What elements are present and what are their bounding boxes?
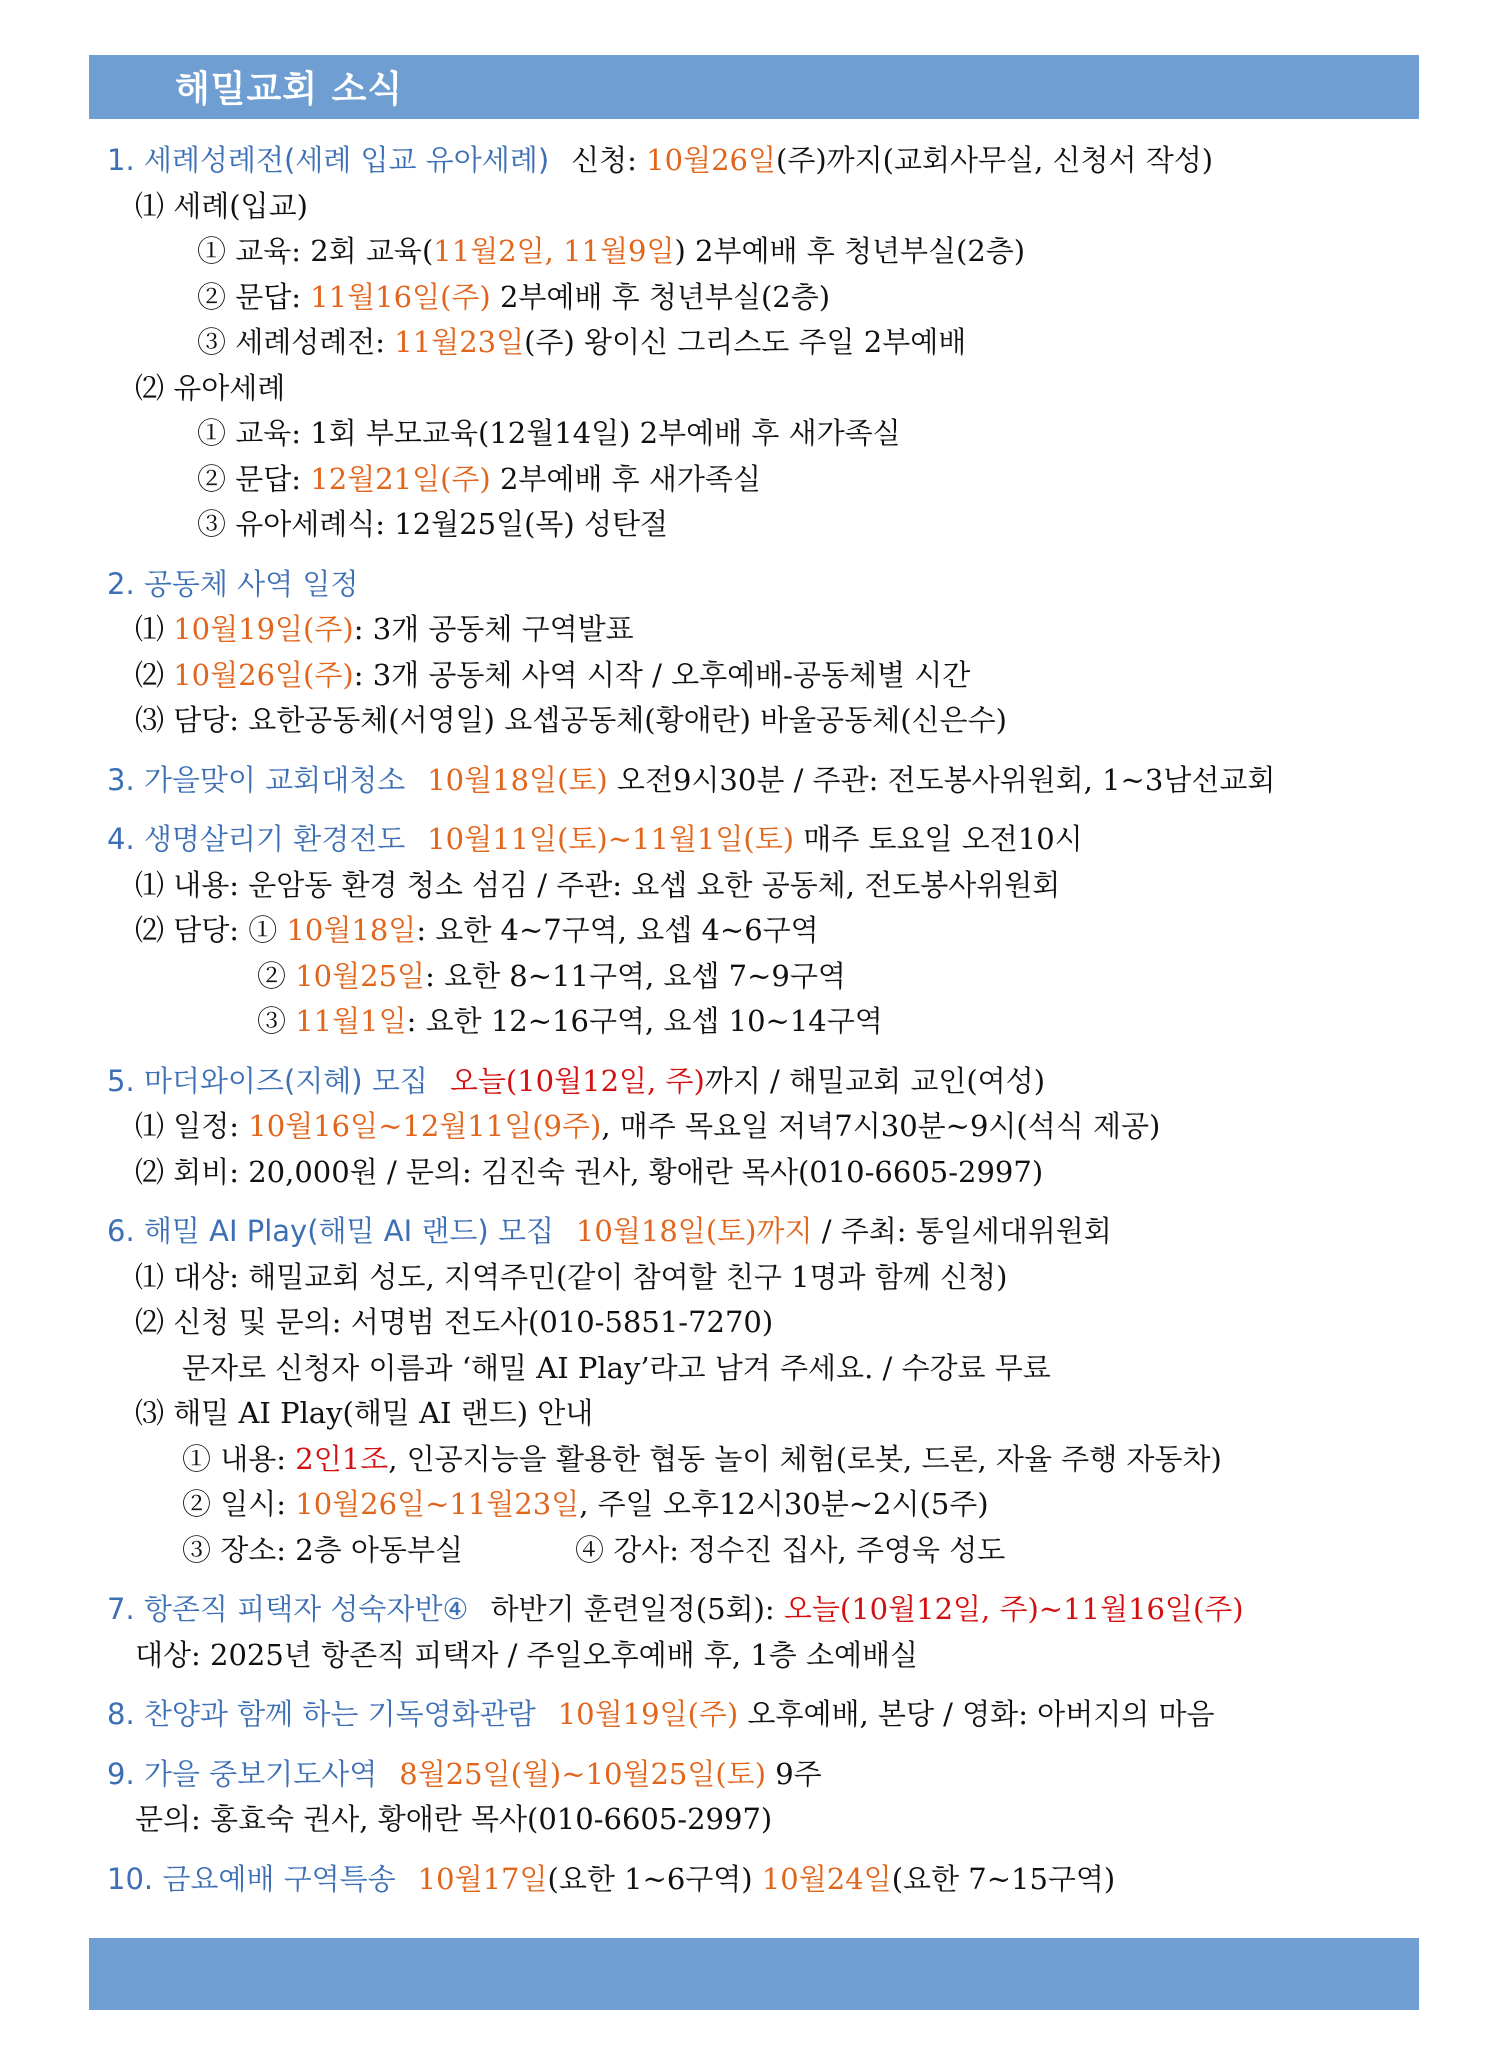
list-item: ⑶ 해밀 AI Play(해밀 AI 랜드) 안내 [135,1396,594,1430]
list-item: ① 내용: 2인1조, 인공지능을 활용한 협동 놀이 체험(로봇, 드론, 자율 주행 자동차) [182,1441,1222,1476]
notice-section-8 [107,1692,1407,1738]
list-item: ⑴ 10월19일(주): 3개 공동체 구역발표 [135,612,634,646]
notice-section-4 [107,817,1407,1045]
section-heading: 5. 마더와이즈(지혜) 모집 오늘(10월12일, 주)까지 / 해밀교회 교인(여성) [107,1063,1046,1098]
list-item: ② 일시: 10월26일~11월23일, 주일 오후12시30분~2시(5주) [182,1487,989,1521]
section-heading: 8. 찬양과 함께 하는 기독영화관람 10월19일(주) 오후예배, 본당 / 영화: 아버지의 마음 [107,1697,1215,1731]
list-item: ⑵ 회비: 20,000원 / 문의: 김진숙 권사, 황애란 목사(010-6605-2997) [135,1154,1044,1189]
list-item: ⑴ 대상: 해밀교회 성도, 지역주민(같이 참여할 친구 1명과 함께 신청) [135,1259,1008,1294]
list-item: ⑶ 담당: 요한공동체(서영일) 요셉공동체(황애란) 바울공동체(신은수) [135,703,1007,737]
page-title: 해밀교회 소식 [175,69,404,110]
list-item: ① 교육: 1회 부모교육(12월14일) 2부예배 후 새가족실 [197,416,901,450]
notice-section-10 [107,1857,1407,1903]
list-item: ③ 장소: 2층 아동부실 ④ 강사: 정수진 집사, 주영욱 성도 [182,1532,1006,1567]
footer-bar [89,1938,1419,2010]
list-item: ③ 유아세례식: 12월25일(목) 성탄절 [197,507,669,541]
list-item: ⑵ 10월26일(주): 3개 공동체 사역 시작 / 오후예배-공동체별 시간 [135,657,971,692]
list-item: 문의: 홍효숙 권사, 황애란 목사(010-6605-2997) [135,1802,773,1836]
notice-section-7 [107,1587,1407,1678]
sub-heading: ⑵ 유아세례 [135,370,286,405]
list-item: ② 문답: 12월21일(주) 2부예배 후 새가족실 [197,461,761,496]
section-heading: 3. 가을맞이 교회대청소 10월18일(토) 오전9시30분 / 주관: 전도봉사위원회, 1~3남선교회 [107,762,1276,797]
notice-section-1 [107,138,1407,548]
list-item: ⑴ 내용: 운암동 환경 청소 섬김 / 주관: 요셉 요한 공동체, 전도봉사위원회 [135,867,1061,902]
section-heading: 9. 가을 중보기도사역 8월25일(월)~10월25일(토) 9주 [107,1756,822,1791]
notice-section-9 [107,1752,1407,1843]
section-heading: 2. 공동체 사역 일정 [107,566,359,601]
list-item: 문자로 신청자 이름과 ‘해밀 AI Play’라고 남겨 주세요. / 수강료 무료 [182,1350,1051,1385]
header-bar [89,55,1419,119]
section-heading: 7. 항존직 피택자 성숙자반④ 하반기 훈련일정(5회): 오늘(10월12일, 주)~11월16일(주) [107,1592,1244,1626]
list-item: ⑵ 신청 및 문의: 서명범 전도사(010-5851-7270) [135,1305,774,1339]
list-item: ⑴ 일정: 10월16일~12월11일(9주), 매주 목요일 저녁7시30분~9시(석식 제공) [135,1109,1161,1143]
list-item: ③ 세례성례전: 11월23일(주) 왕이신 그리스도 주일 2부예배 [197,325,967,359]
list-item: ② 문답: 11월16일(주) 2부예배 후 청년부실(2층) [197,279,831,314]
notice-section-2 [107,562,1407,744]
notice-section-3 [107,758,1407,804]
sub-heading: ⑴ 세례(입교) [135,188,308,223]
list-item: ⑵ 담당: ① 10월18일: 요한 4~7구역, 요셉 4~6구역 [135,913,819,947]
notice-list [107,138,1407,1916]
section-heading: 10. 금요예배 구역특송 10월17일(요한 1~6구역) 10월24일(요한 7~15구역) [107,1861,1116,1896]
list-item: ③ 11월1일: 요한 12~16구역, 요셉 10~14구역 [257,1004,883,1038]
list-item: ① 교육: 2회 교육(11월2일, 11월9일) 2부예배 후 청년부실(2층) [197,234,1026,268]
notice-section-6 [107,1209,1407,1573]
section-heading: 1. 세례성례전(세례 입교 유아세례) 신청: 10월26일(주)까지(교회사무실, 신청서 작성) [107,143,1214,177]
section-heading: 6. 해밀 AI Play(해밀 AI 랜드) 모집 10월18일(토)까지 / 주최: 통일세대위원회 [107,1214,1112,1248]
list-item: 대상: 2025년 항존직 피택자 / 주일오후예배 후, 1층 소예배실 [135,1637,919,1672]
section-heading: 4. 생명살리기 환경전도 10월11일(토)~11월1일(토) 매주 토요일 오전10시 [107,822,1083,856]
list-item: ② 10월25일: 요한 8~11구역, 요셉 7~9구역 [257,958,846,993]
notice-section-5 [107,1059,1407,1196]
